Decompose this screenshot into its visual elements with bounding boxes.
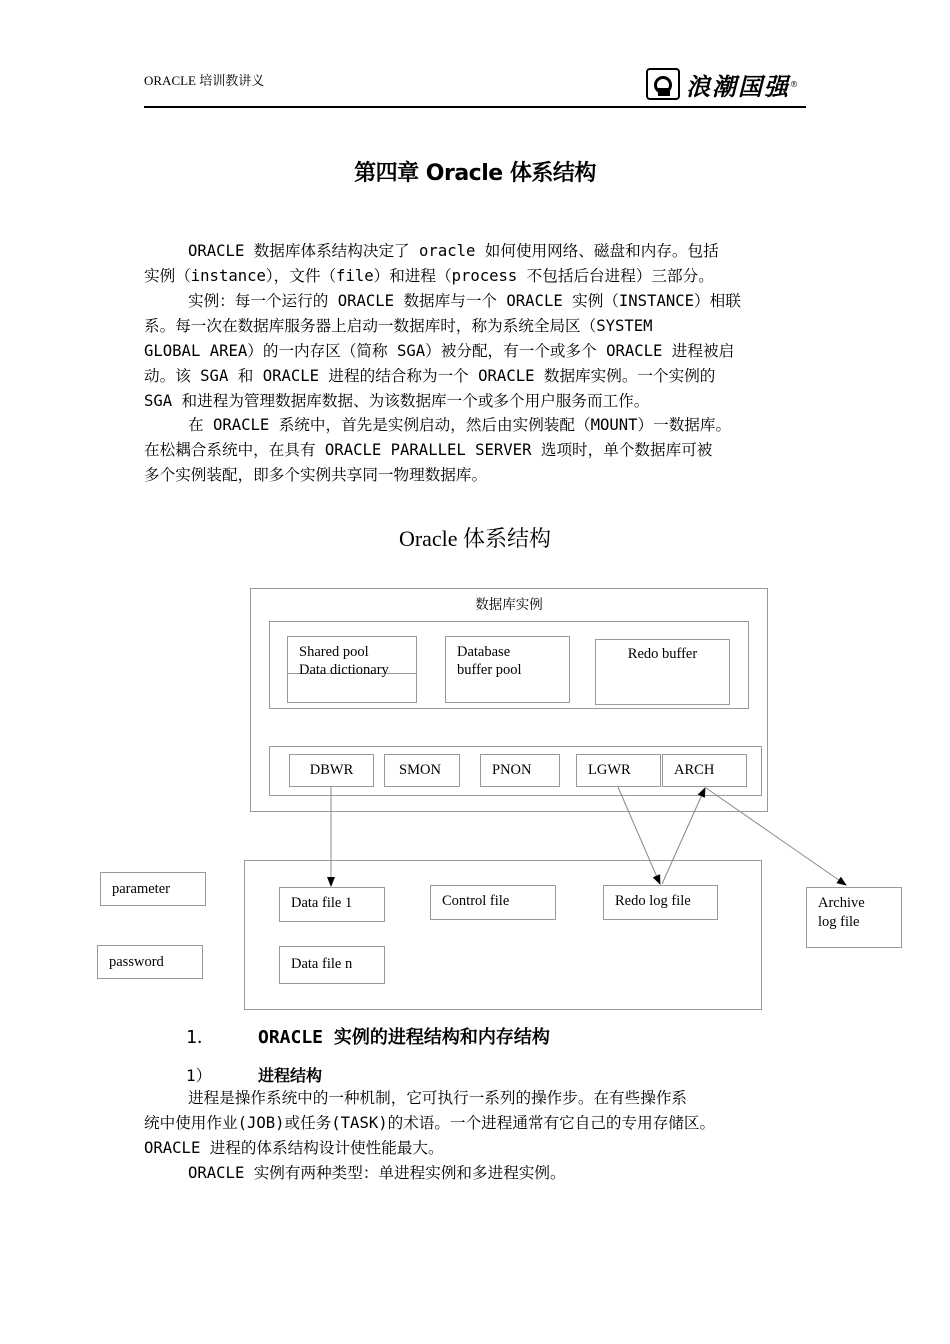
text-line: 在 ORACLE 系统中，首先是实例启动，然后由实例装配（MOUNT）一数据库。	[188, 416, 732, 434]
section-1-1-heading	[186, 1063, 322, 1086]
database-files-box	[244, 860, 762, 1010]
control-file-label: Control file	[442, 893, 510, 909]
subsection-title: 进程结构	[258, 1066, 323, 1085]
logo-registered-mark: ®	[790, 79, 798, 89]
figure-title: Oracle 体系结构	[398, 526, 552, 551]
text-line: ORACLE 实例有两种类型：单进程实例和多进程实例。	[188, 1164, 566, 1182]
company-logo	[646, 66, 806, 102]
pnon-label: PNON	[492, 762, 532, 778]
text-line: ORACLE 数据库体系结构决定了 oracle 如何使用网络、磁盘和内存。包括	[188, 242, 719, 260]
password-label: password	[109, 954, 164, 970]
arch-label: ARCH	[674, 762, 715, 778]
header-doc-title: ORACLE 培训教讲义	[144, 73, 265, 88]
data-dictionary-label: Data dictionary	[299, 662, 389, 678]
logo-emblem-icon	[646, 68, 680, 100]
intro-paragraph-2	[144, 289, 820, 414]
text-line: 多个实例装配，即多个实例共享同一物理数据库。	[144, 466, 488, 484]
text-line: 实例（instance），文件（file）和进程（process 不包括后台进程）三部分。	[144, 267, 714, 285]
text-line: 统中使用作业(JOB)或任务(TASK)的术语。一个进程通常有它自己的专用存储区。	[144, 1114, 716, 1132]
header-divider	[144, 106, 806, 108]
text-line: GLOBAL AREA）的一内存区（简称 SGA）被分配，有一个或多个 ORACLE 进程被启	[144, 342, 735, 360]
data-file-1-label: Data file 1	[291, 895, 353, 911]
section-1-heading	[186, 1023, 550, 1049]
process-paragraph-2	[144, 1161, 820, 1186]
lgwr-label: LGWR	[588, 762, 631, 778]
archive-label-1: Archive	[818, 895, 865, 911]
process-paragraph-1	[144, 1086, 820, 1161]
shared-pool-label: Shared pool	[299, 644, 369, 660]
parameter-label: parameter	[112, 881, 170, 897]
subsection-number: 1）	[186, 1066, 212, 1085]
text-line: 在松耦合系统中，在具有 ORACLE PARALLEL SERVER 选项时，单个数据库可被	[144, 441, 713, 459]
intro-paragraph-3	[144, 413, 820, 488]
logo-text: 浪潮国强	[686, 72, 790, 101]
text-line: 系。每一次在数据库服务器上启动一数据库时，称为系统全局区（SYSTEM	[144, 317, 653, 335]
text-line: SGA 和进程为管理数据库数据、为该数据库一个或多个用户服务而工作。	[144, 392, 650, 410]
text-line: 动。该 SGA 和 ORACLE 进程的结合称为一个 ORACLE 数据库实例。一个实例的	[144, 367, 716, 385]
intro-paragraph-1	[144, 239, 820, 289]
archive-label-2: log file	[818, 914, 860, 930]
data-file-n-label: Data file n	[291, 956, 353, 972]
text-line: 实例：每一个运行的 ORACLE 数据库与一个 ORACLE 实例（INSTANCE）相联	[188, 292, 741, 310]
redo-log-file-label: Redo log file	[615, 893, 691, 909]
instance-label: 数据库实例	[475, 597, 543, 613]
db-buffer-label-1: Database	[457, 644, 511, 660]
smon-label: SMON	[399, 762, 441, 778]
section-number: 1．	[186, 1027, 215, 1048]
db-buffer-label-2: buffer pool	[457, 662, 522, 678]
chapter-title: 第四章 Oracle 体系结构	[354, 161, 596, 186]
text-line: ORACLE 进程的体系结构设计使性能最大。	[144, 1139, 444, 1157]
text-line: 进程是操作系统中的一种机制，它可执行一系列的操作步。在有些操作系	[188, 1089, 688, 1107]
dbwr-label: DBWR	[309, 762, 354, 778]
section-title: ORACLE 实例的进程结构和内存结构	[258, 1027, 550, 1048]
redo-buffer-label: Redo buffer	[627, 646, 698, 662]
